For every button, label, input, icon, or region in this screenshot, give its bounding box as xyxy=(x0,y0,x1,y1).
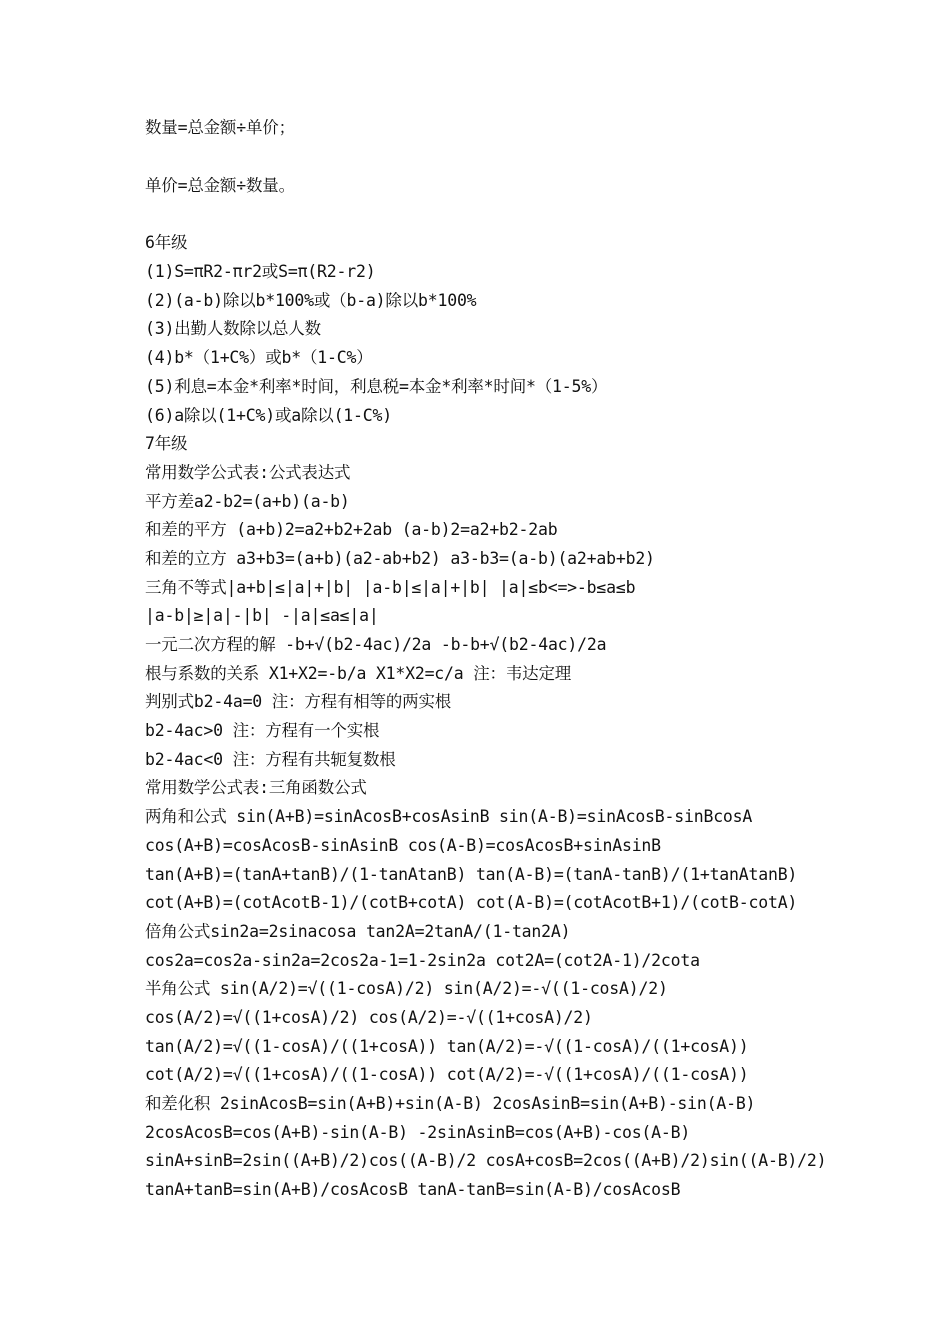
formula-line: 2cosAcosB=cos(A+B)-sin(A-B) -2sinAsinB=cos(A+B)-cos(A-B) xyxy=(145,1122,691,1142)
formula-line: (6)a除以(1+C%)或a除以(1-C%) xyxy=(145,405,392,425)
formula-line: (5)利息=本金*利率*时间，利息税=本金*利率*时间*（1-5%） xyxy=(145,376,608,396)
formula-line: 和差的平方 (a+b)2=a2+b2+2ab (a-b)2=a2+b2-2ab xyxy=(145,520,558,540)
formula-line: |a-b|≥|a|-|b| -|a|≤a≤|a| xyxy=(145,606,379,626)
formula-line: 倍角公式sin2a=2sinacosa tan2A=2tanA/(1-tan2A) xyxy=(145,921,571,941)
formula-line: 根与系数的关系 X1+X2=-b/a X1*X2=c/a 注：韦达定理 xyxy=(145,663,572,683)
formula-line: cos(A+B)=cosAcosB-sinAsinB cos(A-B)=cosAcosB+sinAsinB xyxy=(145,835,661,855)
grade-6-heading: 6年级 xyxy=(145,233,188,253)
table-heading-trig: 常用数学公式表:三角函数公式 xyxy=(145,778,367,798)
formula-line: 和差化积 2sinAcosB=sin(A+B)+sin(A-B) 2cosAsinB=sin(A+B)-sin(A-B) xyxy=(145,1094,756,1113)
formula-line: 一元二次方程的解 -b+√(b2-4ac)/2a -b-b+√(b2-4ac)/2a xyxy=(145,635,607,654)
formula-line: (2)(a-b)除以b*100%或（b-a)除以b*100% xyxy=(145,290,477,310)
formula-line: tanA+tanB=sin(A+B)/cosAcosB tanA-tanB=sin(A-B)/cosAcosB xyxy=(145,1180,681,1200)
formula-line: 和差的立方 a3+b3=(a+b)(a2-ab+b2) a3-b3=(a-b)(a2+ab+b2) xyxy=(145,548,655,568)
formula-line: cos(A/2)=√((1+cosA)/2) cos(A/2)=-√((1+cosA)/2) xyxy=(145,1007,593,1027)
formula-line: tan(A+B)=(tanA+tanB)/(1-tanAtanB) tan(A-B)=(tanA-tanB)/(1+tanAtanB) xyxy=(145,864,798,884)
document-page xyxy=(145,114,845,1205)
table-heading-expressions: 常用数学公式表:公式表达式 xyxy=(145,462,351,482)
formula-line: 半角公式 sin(A/2)=√((1-cosA)/2) sin(A/2)=-√((1-cosA)/2) xyxy=(145,979,668,999)
formula-line: cos2a=cos2a-sin2a=2cos2a-1=1-2sin2a cot2A=(cot2A-1)/2cota xyxy=(145,950,700,970)
grade-7-heading: 7年级 xyxy=(145,434,188,454)
formula-line: sinA+sinB=2sin((A+B)/2)cos((A-B)/2 cosA+cosB=2cos((A+B)/2)sin((A-B)/2) xyxy=(145,1151,827,1171)
text-line-unit-price: 单价=总金额÷数量。 xyxy=(145,175,295,195)
formula-line: 两角和公式 sin(A+B)=sinAcosB+cosAsinB sin(A-B)=sinAcosB-sinBcosA xyxy=(145,807,753,827)
formula-line: tan(A/2)=√((1-cosA)/((1+cosA)) tan(A/2)=-√((1-cosA)/((1+cosA)) xyxy=(145,1036,749,1056)
formula-line: 平方差a2-b2=(a+b)(a-b) xyxy=(145,491,350,511)
text-line-quantity: 数量=总金额÷单价； xyxy=(145,118,295,137)
formula-line: b2-4ac>0 注：方程有一个实根 xyxy=(145,721,380,741)
formula-line: (1)S=πR2-πr2或S=π(R2-r2) xyxy=(145,262,376,282)
formula-line: cot(A+B)=(cotAcotB-1)/(cotB+cotA) cot(A-B)=(cotAcotB+1)/(cotB-cotA) xyxy=(145,893,798,913)
formula-line: 判别式b2-4a=0 注：方程有相等的两实根 xyxy=(145,692,452,712)
formula-line: b2-4ac<0 注：方程有共轭复数根 xyxy=(145,749,396,769)
formula-line: 三角不等式|a+b|≤|a|+|b| |a-b|≤|a|+|b| |a|≤b<=>-b≤a≤b xyxy=(145,577,636,597)
formula-section xyxy=(145,229,845,1204)
formula-line: cot(A/2)=√((1+cosA)/((1-cosA)) cot(A/2)=-√((1+cosA)/((1-cosA)) xyxy=(145,1065,749,1085)
formula-line: (4)b*（1+C%）或b*（1-C%） xyxy=(145,348,373,368)
formula-line: (3)出勤人数除以总人数 xyxy=(145,319,321,339)
